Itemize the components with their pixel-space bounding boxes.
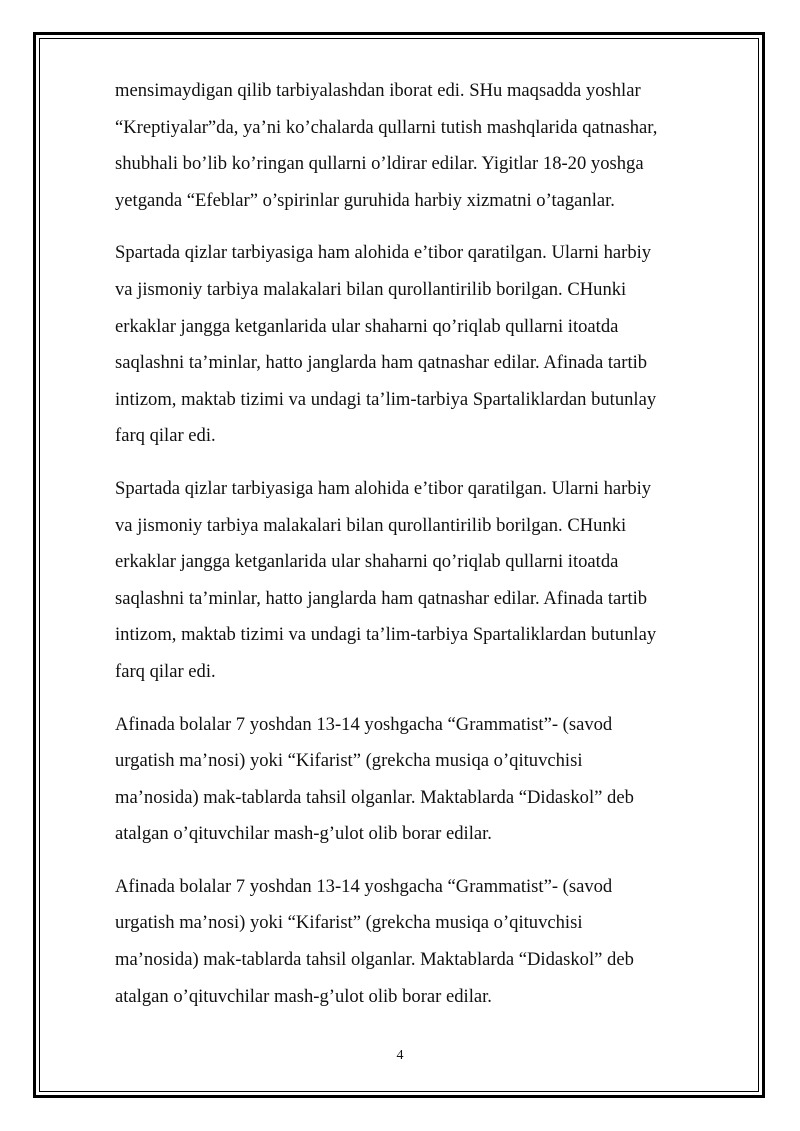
text-line: intizom, maktab tizimi va undagi ta’lim-tarbiya Spartaliklardan butunlay — [115, 388, 657, 410]
text-line: intizom, maktab tizimi va undagi ta’lim-tarbiya Spartaliklardan butunlay — [115, 624, 657, 646]
text-line: farq qilar edi. — [115, 425, 216, 447]
text-line: Spartada qizlar tarbiyasiga ham alohida e’tibor qaratilgan. Ularni harbiy — [115, 477, 652, 499]
paragraph — [115, 869, 745, 1015]
text-line: ma’nosida) mak-tablarda tahsil olganlar. Maktablarda “Didaskol” deb — [115, 786, 634, 808]
text-line: farq qilar edi. — [115, 660, 216, 682]
text-line: urgatish ma’nosi) yoki “Kifarist” (grekcha musiqa o’qituvchisi — [115, 912, 583, 934]
text-line: mensimaydigan qilib tarbiyalashdan iborat edi. SHu maqsadda yoshlar — [115, 80, 641, 101]
text-line: saqlashni ta’minlar, hatto janglarda ham qatnashar edilar. Afinada tartib — [115, 352, 648, 374]
text-line: erkaklar jangga ketganlarida ular shaharni qo’riqlab qullarni itoatda — [115, 551, 619, 573]
text-line: atalgan o’qituvchilar mash-g’ulot olib borar edilar. — [115, 823, 492, 845]
text-line: Spartada qizlar tarbiyasiga ham alohida e’tibor qaratilgan. Ularni harbiy — [115, 242, 652, 264]
text-line: yetganda “Efeblar” o’spirinlar guruhida harbiy xizmatni o’taganlar. — [115, 189, 615, 211]
text-line: ma’nosida) mak-tablarda tahsil olganlar. Maktablarda “Didaskol” deb — [115, 949, 634, 971]
paragraph — [115, 73, 745, 219]
text-line: atalgan o’qituvchilar mash-g’ulot olib borar edilar. — [115, 985, 492, 1007]
text-line: Afinada bolalar 7 yoshdan 13-14 yoshgacha “Grammatist”- (savod — [115, 875, 613, 897]
paragraph — [115, 471, 745, 691]
text-line: saqlashni ta’minlar, hatto janglarda ham qatnashar edilar. Afinada tartib — [115, 587, 648, 609]
paragraph — [115, 235, 745, 455]
text-line: urgatish ma’nosi) yoki “Kifarist” (grekcha musiqa o’qituvchisi — [115, 750, 583, 772]
document-body — [115, 73, 745, 1031]
text-line: va jismoniy tarbiya malakalari bilan qurollantirilib borilgan. CHunki — [115, 514, 627, 536]
text-line: shubhali bo’lib ko’ringan qullarni o’ldirar edilar. Yigitlar 18-20 yoshga — [115, 153, 644, 175]
text-line: va jismoniy tarbiya malakalari bilan qurollantirilib borilgan. CHunki — [115, 278, 627, 300]
text-line: erkaklar jangga ketganlarida ular shaharni qo’riqlab qullarni itoatda — [115, 315, 619, 337]
text-line: “Kreptiyalar”da, ya’ni ko’chalarda qullarni tutish mashqlarida qatnashar, — [115, 116, 658, 138]
page-number: 4 — [396, 1048, 404, 1063]
paragraph — [115, 707, 745, 853]
text-line: Afinada bolalar 7 yoshdan 13-14 yoshgacha “Grammatist”- (savod — [115, 713, 613, 735]
